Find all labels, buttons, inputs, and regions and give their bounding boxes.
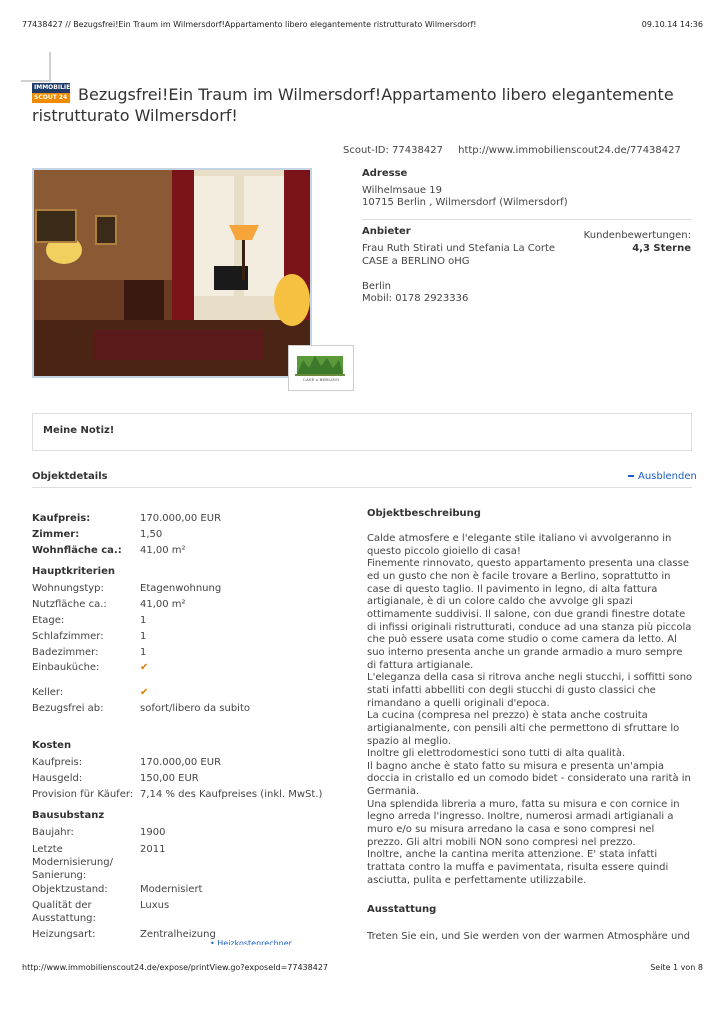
- checkmark-icon: ✔: [140, 687, 149, 698]
- print-footer-url: http://www.immobilienscout24.de/expose/printView.go?exposeId=77438427: [22, 963, 328, 972]
- provider-company: CASE a BERLINO oHG: [362, 256, 470, 267]
- corner-mark: [21, 52, 51, 82]
- minus-icon: [628, 475, 634, 477]
- ausstattung-text: Treten Sie ein, und Sie werden von der warmen Atmosphäre und: [367, 931, 691, 942]
- address-line2: 10715 Berlin , Wilmersdorf (Wilmersdorf): [362, 197, 568, 208]
- objektdetails-title: Objektdetails: [32, 471, 108, 482]
- hide-details-link[interactable]: [628, 471, 697, 482]
- living-room-image: [34, 170, 310, 376]
- provider-mobile[interactable]: Mobil: 0178 2923336: [362, 293, 469, 304]
- print-footer: [22, 963, 703, 972]
- company-logo-text: CASE a BERLINO: [302, 377, 340, 382]
- provider-name: Frau Ruth Stirati und Stefania La Corte: [362, 243, 556, 254]
- objektbeschreibung-title: Objektbeschreibung: [367, 508, 481, 519]
- rating-label: Kundenbewertungen:: [583, 230, 691, 241]
- print-header-datetime: 09.10.14 14:36: [641, 20, 703, 29]
- address-label: Adresse: [362, 168, 408, 179]
- objektdetails-divider: [32, 487, 692, 488]
- rating-value: 4,3 Sterne: [632, 243, 691, 254]
- provider-city: Berlin: [362, 281, 392, 292]
- address-line1: Wilhelmsaue 19: [362, 185, 442, 196]
- ausstattung-title: Ausstattung: [367, 904, 437, 915]
- print-footer-page: Seite 1 von 8: [650, 963, 703, 972]
- page-title: Bezugsfrei!Ein Traum im Wilmersdorf!Appartamento libero elegantemente ristrutturato Wilmersdorf!: [32, 85, 674, 125]
- print-header: [22, 20, 703, 29]
- checkmark-icon: ✔: [140, 662, 149, 673]
- kosten-title: Kosten: [32, 740, 72, 751]
- notes-box[interactable]: [32, 413, 692, 451]
- scout-id-line: [343, 145, 681, 156]
- logo-top-text: IMMOBILIEN: [34, 84, 76, 91]
- scout-id: Scout-ID: 77438427: [343, 145, 443, 156]
- provider-label: Anbieter: [362, 226, 411, 237]
- hauptkriterien-title: Hauptkriterien: [32, 566, 116, 577]
- heizkostenrechner-link[interactable]: • Heizkostenrechner: [210, 939, 292, 945]
- print-header-title: 77438427 // Bezugsfrei!Ein Traum im Wilmersdorf!Appartamento libero elegantemente ristrutturato Wilmersdorf!: [22, 20, 477, 29]
- address-divider: [362, 219, 692, 220]
- company-logo[interactable]: [288, 345, 354, 391]
- objektbeschreibung-text: Calde atmosfere e l'elegante stile italiano vi avvolgeranno in questo piccolo gioiello di casa! Finemente rinnovato, questo appartamento presenta una classe ed un gusto che non è facile trovare a Berlino, soprattutto in case di questo taglio. Il pavimento in legno, di alta fattura artigianale, è di un colore caldo che avvolge gli spazi ottimamente suddivisi. Il salone, con due grandi finestre dotate di infissi originali ristrutturati, conduce ad una stanza più piccola che può essere usata come studio o come camera da letto. Al suo interno presenta anche un grande armadio a muro sempre di fattura artigianale. L'eleganza della casa si ritrova anche negli stucchi, i soffitti sono stati infatti abbelliti con degli stucchi di gusto classici che rimandano a quelli originali d'epoca. La cucina (compresa nel prezzo) è stata anche costruita artigianalmente, con pensili alti che permettono di sfruttare lo spazio al meglio. Inoltre gli elettrodomestici sono tutti di alta qualità. Il bagno anche è stato fatto su misura e presenta un'ampia doccia in cristallo ed un comodo bidet - considerato una rarità in Germania. Una splendida libreria a muro, fatta su misura e con cornice in legno arreda l'ingresso. Inoltre, numerosi armadi artigianali a muro e/o su misura arredano la casa e sono compresi nel prezzo. Gli altri mobili NON sono compresi nel prezzo. Inoltre, anche la cantina merita attenzione. E' stata infatti trattata contro la muffa e pavimentata, risulta essere quindi asciutta, pulita e perfettamente utilizzabile.: [367, 533, 693, 886]
- logo-bottom-text: SCOUT 24: [32, 93, 70, 103]
- scout-url[interactable]: http://www.immobilienscout24.de/77438427: [458, 145, 681, 156]
- property-photo[interactable]: [32, 168, 312, 378]
- notes-label: Meine Notiz!: [43, 425, 115, 436]
- bausubstanz-title: Bausubstanz: [32, 810, 105, 821]
- hide-details-label: Ausblenden: [638, 471, 697, 482]
